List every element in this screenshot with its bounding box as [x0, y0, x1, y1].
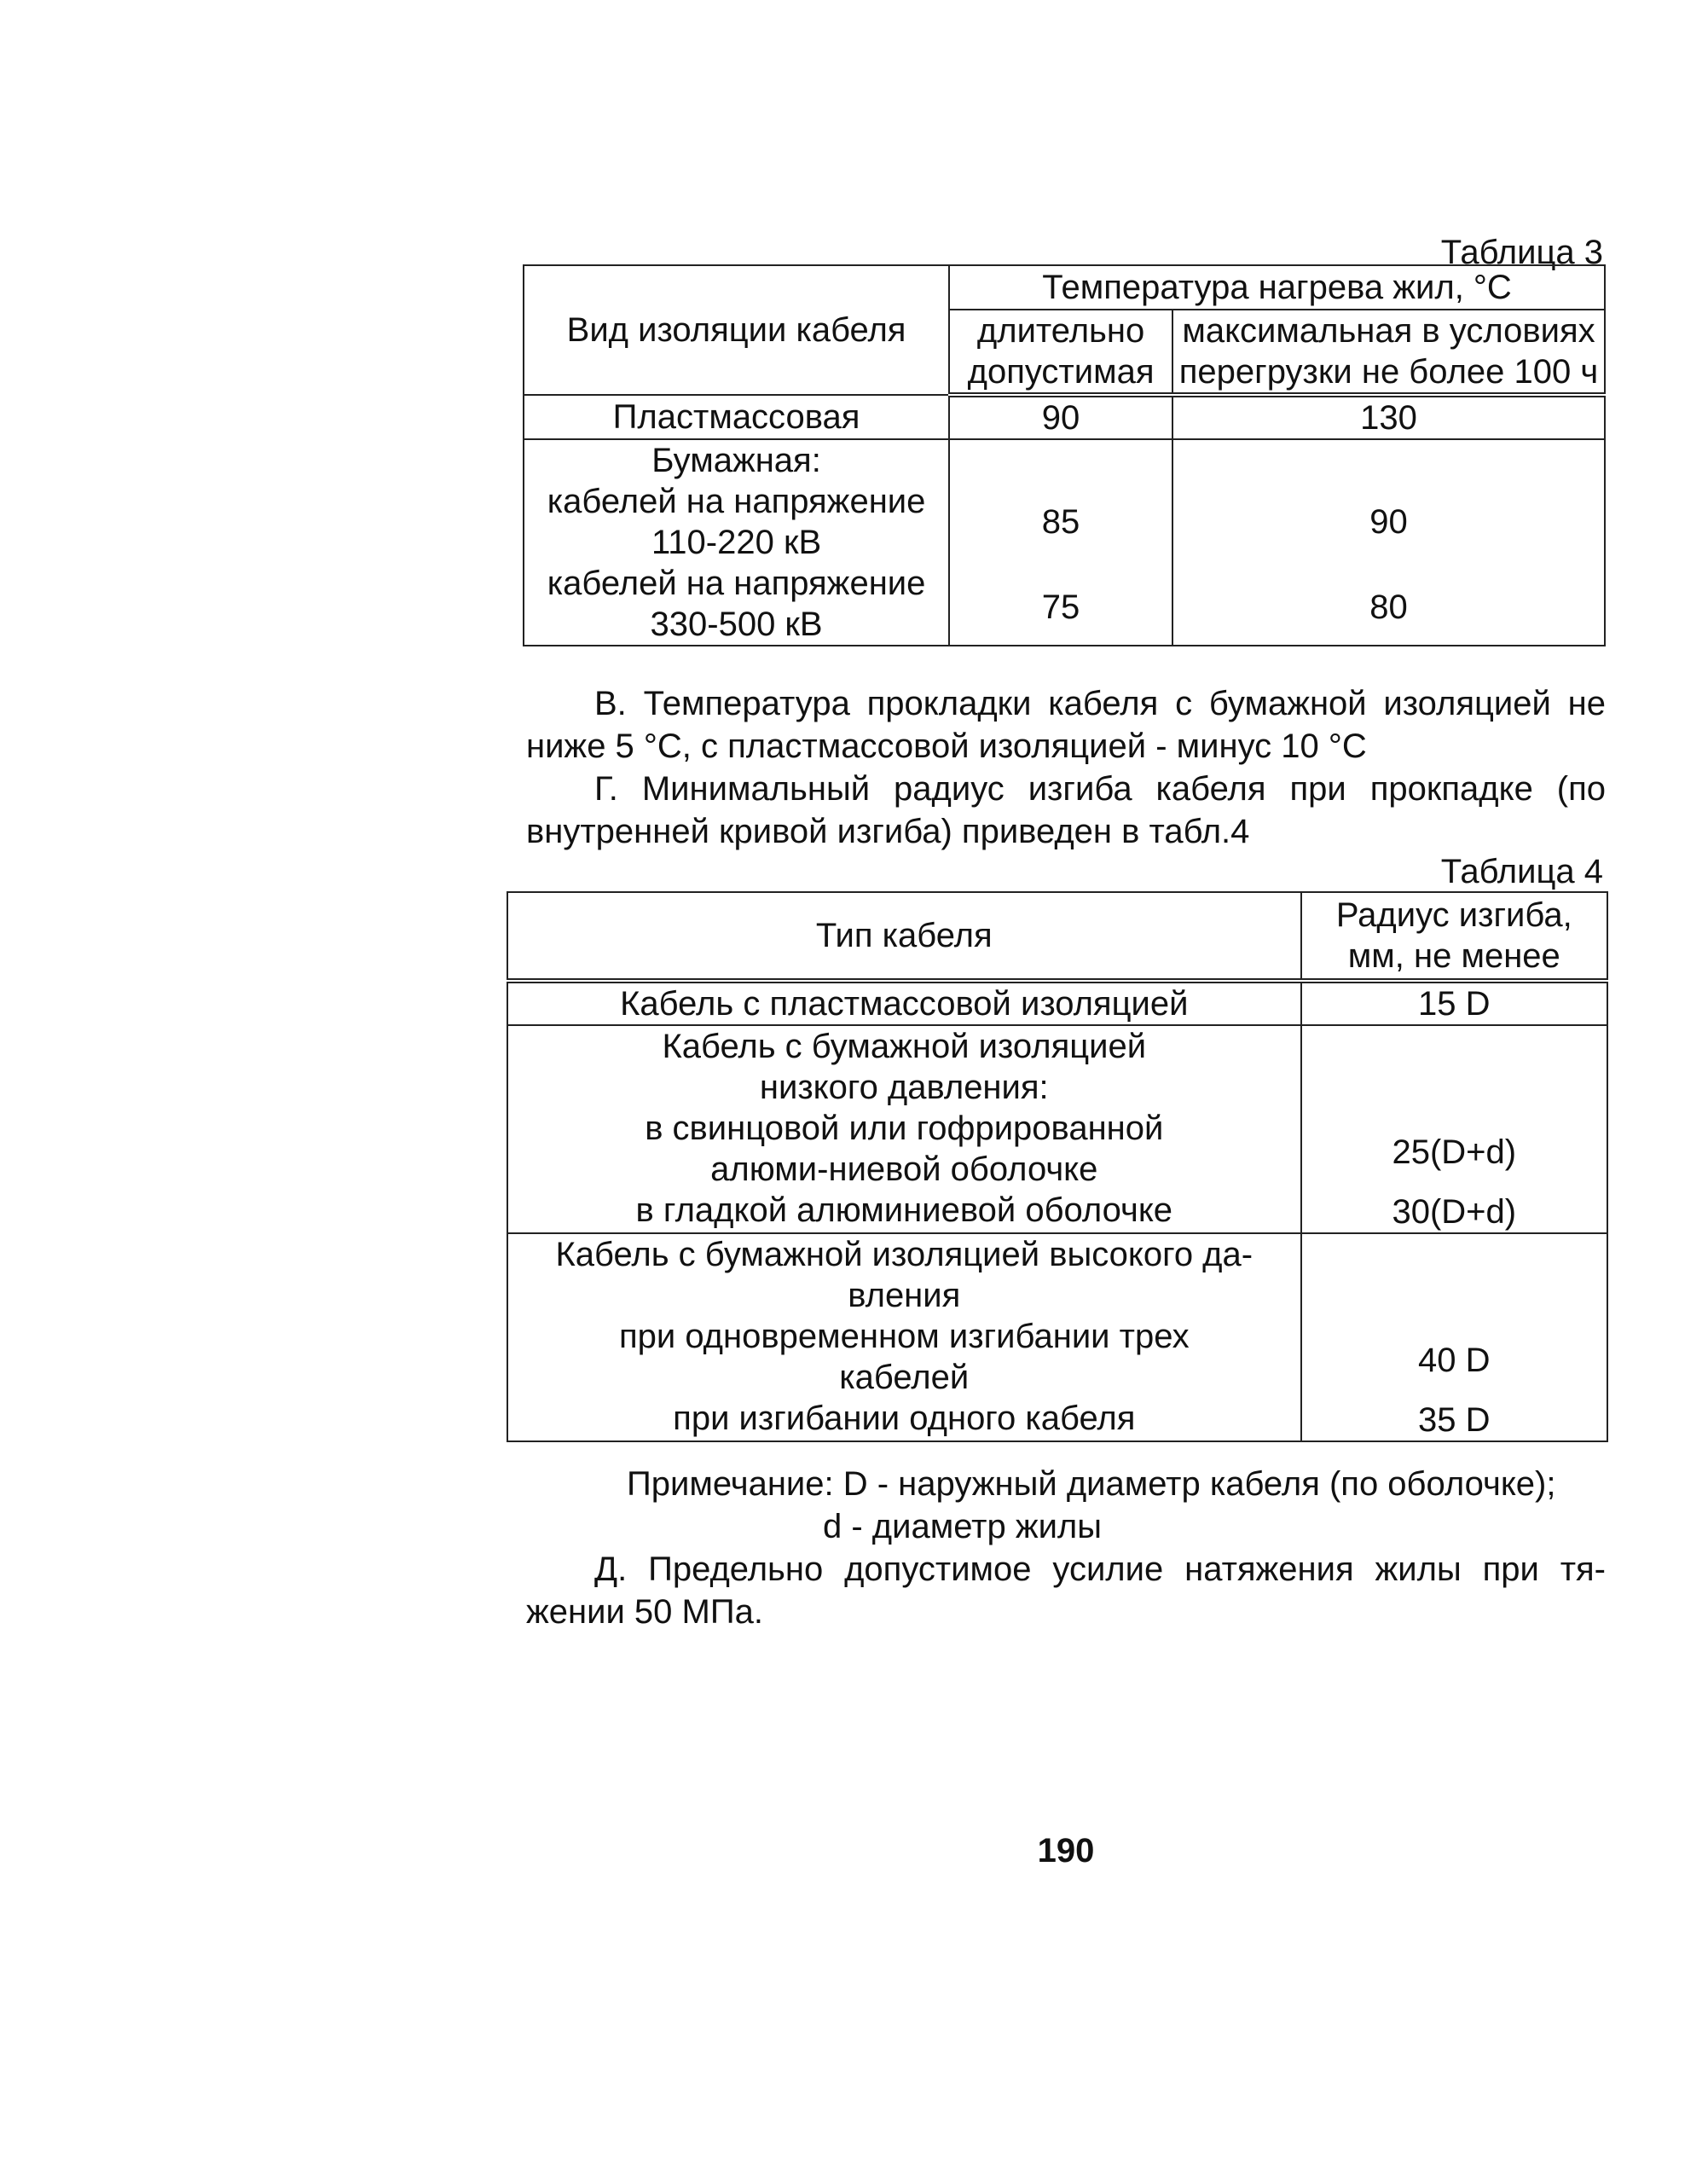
table3-row-plastic-label: Пластмассовая [524, 395, 949, 439]
table3-row-paper-title: Бумажная: [651, 442, 821, 479]
table3 [523, 264, 1606, 646]
table3-header-temperature: Температура нагрева жил, °С [949, 265, 1605, 310]
table4-caption: Таблица 4 [1440, 853, 1603, 890]
table4-row-high-value-cell [1301, 1233, 1607, 1441]
paragraph-g: Г. Минимальный радиус изгиба кабеля при прокпадке (по внутренней кривой изгиба) приведен в табл.4 [526, 770, 1606, 850]
table3-row-paper-330-continuous: 75 [1041, 588, 1080, 626]
table4-row-plastic-label: Кабель с пластмассовой изоляцией [507, 981, 1301, 1025]
table4-row-low-lead-label: в свинцовой или гофрированной алюми-ниевой оболочке [645, 1110, 1164, 1188]
table3-row-paper-110-label: кабелей на напряжение 110-220 кВ [547, 483, 926, 561]
note-line-1: Примечание: D - наружный диаметр кабеля (по оболочке); [627, 1465, 1556, 1503]
table4-row-high-three-value: 40 D [1418, 1342, 1491, 1379]
table3-row-plastic-overload: 130 [1172, 395, 1605, 439]
paragraph-d: Д. Предельно допустимое усилие натяжения жилы при тя-жении 50 МПа. [526, 1551, 1606, 1631]
table3-header-insulation: Вид изоляции кабеля [524, 265, 949, 395]
table3-row-paper-110-continuous: 85 [1041, 503, 1080, 541]
table4-row-high-one-label: при изгибании одного кабеля [673, 1400, 1136, 1437]
note-line-2: d - диаметр жилы [823, 1508, 1103, 1545]
table4 [507, 891, 1608, 1442]
table3-row-paper-overload-cell [1172, 439, 1605, 646]
table3-row-paper-label-cell [524, 439, 949, 646]
table4-row-low-value-cell [1301, 1025, 1607, 1233]
paragraph-v: В. Температура прокладки кабеля с бумажной изоляцией не ниже 5 °С, с пластмассовой изоляцией - минус 10 °С [526, 685, 1606, 765]
table4-row-low-title: Кабель с бумажной изоляцией низкого давления: [662, 1028, 1147, 1106]
table4-header-bend-radius: Радиус изгиба, мм, не менее [1301, 892, 1607, 981]
table3-row-paper-continuous-cell [949, 439, 1172, 646]
table3-caption: Таблица 3 [1440, 234, 1603, 271]
table3-row-paper-110-overload: 90 [1369, 503, 1408, 541]
table4-row-low-smooth-label: в гладкой алюминиевой оболочке [635, 1191, 1173, 1229]
table4-row-high-title: Кабель с бумажной изоляцией высокого да-вления [555, 1236, 1253, 1314]
table4-row-low-lead-value: 25(D+d) [1392, 1133, 1517, 1171]
table3-header-overload: максимальная в условиях перегрузки не более 100 ч [1172, 310, 1605, 395]
table3-row-paper-330-label: кабелей на напряжение 330-500 кВ [547, 565, 926, 643]
table4-header-cable-type: Тип кабеля [507, 892, 1301, 981]
table3-header-continuous: длительно допустимая [949, 310, 1172, 395]
table4-row-high-one-value: 35 D [1418, 1401, 1491, 1439]
table4-row-high-three-label: при одновременном изгибании трех кабелей [618, 1318, 1190, 1396]
table3-row-paper-330-overload: 80 [1369, 588, 1408, 626]
page-number: 190 [1037, 1832, 1095, 1869]
table4-row-low-smooth-value: 30(D+d) [1392, 1193, 1517, 1231]
table4-row-high-label-cell [507, 1233, 1301, 1441]
table4-row-plastic-value: 15 D [1301, 981, 1607, 1025]
table4-row-low-label-cell [507, 1025, 1301, 1233]
table3-row-plastic-continuous: 90 [949, 395, 1172, 439]
